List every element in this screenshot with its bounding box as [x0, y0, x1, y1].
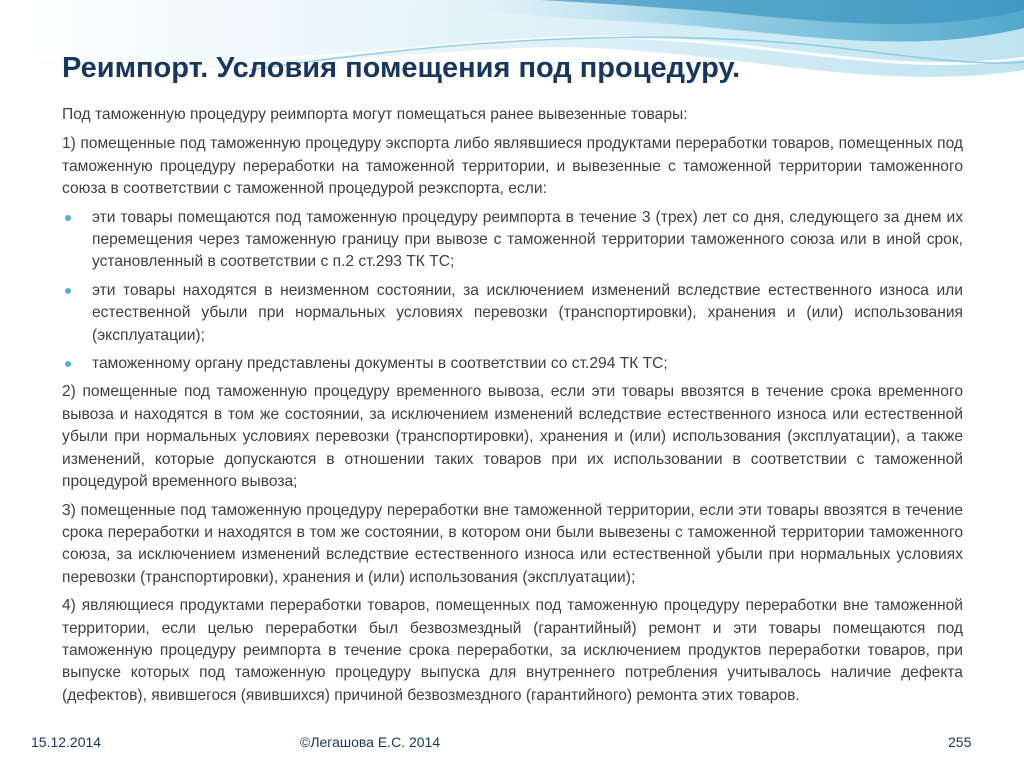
condition-2-paragraph: 2) помещенные под таможенную процедуру временного вывоза, если эти товары ввозятся в течение срока временного вывоза и находятся в том же состоянии, за исключением изменений вследствие естественного износа или естественной убыли при нормальных условиях перевозки (транспортировки), хранения и (или) использования (эксплуатации), а также изменений, которые допускаются в отношении таких товаров при их использовании в соответствии с таможенной процедурой временного вывоза;	[62, 383, 963, 491]
bullet-dot-icon	[65, 215, 71, 221]
bullet-text: эти товары находятся в неизменном состоянии, за исключением изменений вследствие естественного износа или естественной убыли при нормальных условиях перевозки (транспортировки), хранения и (или) использования (эксплуатации);	[92, 281, 963, 344]
footer-author: ©Легашова Е.С. 2014	[300, 734, 441, 750]
bullet-text: эти товары помещаются под таможенную процедуру реимпорта в течение 3 (трех) лет со дня, следующего за днем их перемещения через таможенную границу при вывозе с таможенной территории таможенного союза или в иной срок, установленный в соответствии с п.2 ст.293 ТК ТС;	[92, 208, 963, 271]
condition-3-paragraph: 3) помещенные под таможенную процедуру переработки вне таможенной территории, если эти товары ввозятся в течение срока переработки и находятся в том же состоянии, в котором они были вывезены с таможенной территории таможенного союза, за исключением изменений вследствие естественного износа или естественной убыли при нормальных условиях перевозки (транспортировки), хранения и (или) использования (эксплуатации);	[62, 501, 963, 586]
condition-4-paragraph: 4) являющиеся продуктами переработки товаров, помещенных под таможенную процедуру переработки вне таможенной территории, если целью переработки был безвозмездный (гарантийный) ремонт и эти товары помещаются под таможенную процедуру реимпорта в течение срока переработки, за исключением продуктов переработки товаров, при выпуске которых под таможенную процедуру выпуска для внутреннего потребления учитывалось наличие дефекта (дефектов), явившегося (явившихся) причиной безвозмездного (гарантийного) ремонта этих товаров.	[62, 597, 963, 704]
intro-paragraph: Под таможенную процедуру реимпорта могут помещаться ранее вывезенные товары:	[62, 106, 688, 123]
bullet-text: таможенному органу представлены документы в соответствии со ст.294 ТК ТС;	[92, 355, 668, 373]
bullet-item	[62, 280, 963, 347]
slide-body	[62, 104, 963, 713]
bullet-dot-icon	[65, 361, 71, 367]
bullet-item	[62, 353, 963, 375]
footer-date: 15.12.2014	[31, 734, 102, 750]
condition-1-bullets	[62, 207, 963, 376]
bullet-item	[62, 207, 963, 274]
page-title: Реимпорт. Условия помещения под процедуру.	[62, 52, 741, 84]
condition-1-paragraph: 1) помещенные под таможенную процедуру экспорта либо являвшиеся продуктами переработки товаров, помещенных под таможенную процедуру переработки на таможенной территории, и вывезенные с таможенной территории таможенного союза в соответствии с таможенной процедурой реэкспорта, если:	[62, 135, 963, 198]
footer-page-number: 255	[948, 734, 972, 750]
bullet-dot-icon	[65, 288, 71, 294]
